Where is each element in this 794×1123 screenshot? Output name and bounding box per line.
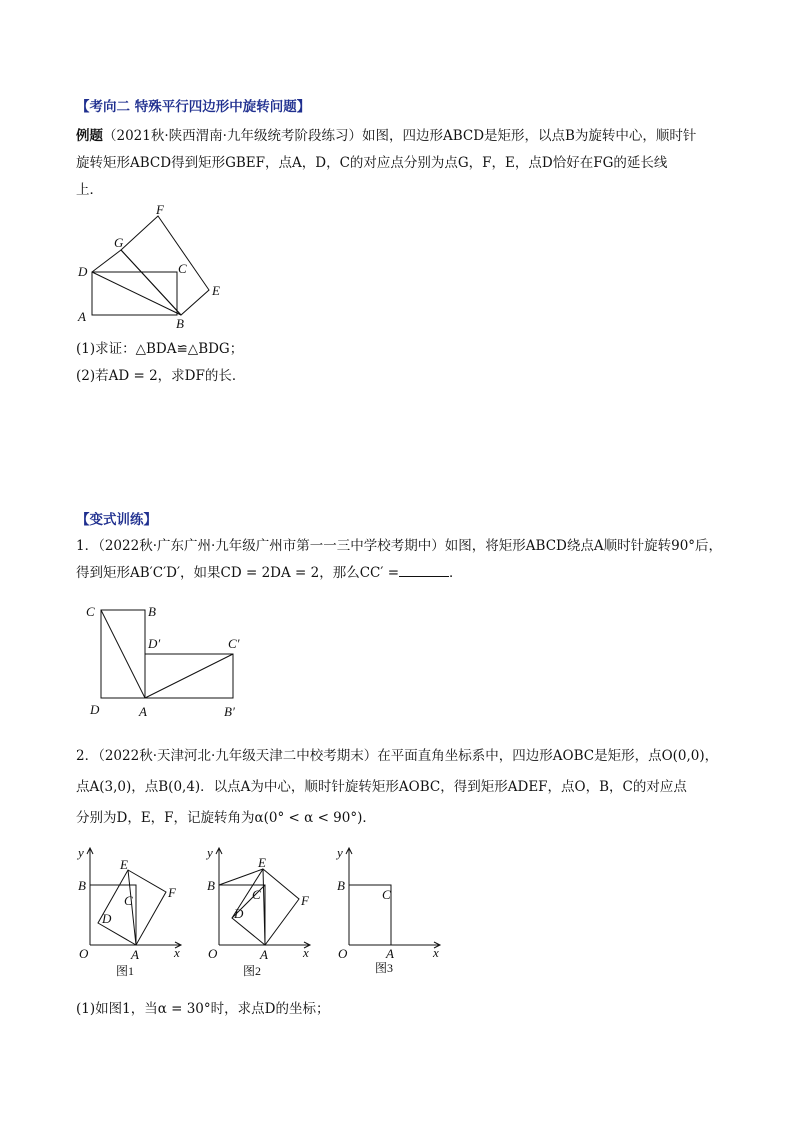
problem-2-question-1: (1)如图1，当α = 30°时，求点D的坐标；	[76, 1001, 330, 1017]
section-heading-practice: 【变式训练】	[76, 512, 157, 528]
label-x: x	[433, 945, 439, 960]
label-E: E	[120, 857, 128, 872]
caption-fig-2: 图2	[243, 964, 262, 978]
label-A: A	[131, 947, 139, 962]
label-O: O	[208, 946, 218, 961]
label-D: D	[90, 702, 100, 717]
line-ac1	[145, 654, 233, 698]
label-B: B	[176, 316, 184, 331]
label-y: y	[207, 845, 213, 860]
problem-2-line-3: 分别为D，E，F，记旋转角为α(0° < α < 90°)．	[76, 810, 376, 826]
line-dg	[92, 250, 121, 272]
problem-2-figure-1	[76, 845, 196, 980]
problem-1-end: ．	[449, 565, 463, 581]
section-heading-rotation: 【考向二 特殊平行四边形中旋转问题】	[76, 99, 311, 115]
line-db	[92, 272, 181, 315]
caption-fig-3: 图3	[375, 961, 394, 975]
label-F: F	[156, 202, 164, 217]
label-D: D	[102, 911, 112, 926]
label-E: E	[258, 855, 266, 870]
problem-2-figure-3	[335, 845, 455, 980]
question-2: (2)若AD = 2，求DF的长．	[76, 368, 246, 384]
label-C-prime: C′	[228, 636, 240, 651]
label-C: C	[124, 893, 133, 908]
example-label: 例题	[76, 128, 103, 144]
label-C: C	[86, 604, 95, 619]
label-A: A	[260, 947, 268, 962]
label-A: A	[386, 946, 394, 961]
example-text-1: （2021秋·陕西渭南·九年级统考阶段练习）如图，四边形ABCD是矩形，以点B为旋转中心，顺时针	[103, 128, 697, 144]
label-B-prime: B′	[224, 704, 235, 719]
line-be	[219, 869, 263, 885]
answer-blank[interactable]	[399, 562, 449, 577]
problem-1-line-1: 1．（2022秋·广东广州·九年级广州市第一一三中学校考期中）如图，将矩形ABCD绕点A顺时针旋转90°后，	[76, 538, 723, 554]
label-A: A	[78, 309, 86, 324]
example-figure	[76, 202, 236, 332]
line-ca	[101, 610, 145, 698]
problem-2-figure-2	[205, 845, 325, 980]
example-line-2: 旋转矩形ABCD得到矩形GBEF，点A，D，C的对应点分别为点G，F，E，点D恰好在FG的延长线	[76, 155, 668, 171]
line-gb	[121, 250, 181, 315]
label-B: B	[78, 878, 86, 893]
label-D-prime: D′	[148, 636, 161, 651]
label-F: F	[168, 885, 176, 900]
label-C: C	[178, 261, 187, 276]
problem-2-line-2: 点A(3,0)，点B(0,4)．以点A为中心，顺时针旋转矩形AOBC，得到矩形ADEF，点O，B，C的对应点	[76, 779, 687, 795]
label-B: B	[148, 604, 156, 619]
label-D: D	[234, 906, 244, 921]
label-C: C	[382, 887, 391, 902]
problem-1-text: 得到矩形AB′C′D′，如果CD = 2DA = 2，那么CC′ =	[76, 565, 400, 581]
label-B: B	[337, 878, 345, 893]
label-G: G	[114, 235, 124, 250]
label-y: y	[78, 845, 84, 860]
label-C: C	[252, 887, 261, 902]
label-B: B	[207, 878, 215, 893]
problem-1-figure	[84, 602, 274, 722]
caption-fig-1: 图1	[116, 964, 135, 978]
example-line-3: 上．	[76, 182, 103, 198]
label-A: A	[139, 704, 147, 719]
label-x: x	[174, 945, 180, 960]
label-E: E	[212, 283, 220, 298]
rect-gbef	[121, 216, 209, 315]
example-line-1	[76, 125, 696, 147]
problem-1-line-2	[76, 562, 463, 584]
label-D: D	[78, 264, 88, 279]
label-x: x	[303, 945, 309, 960]
problem-2-line-1: 2．（2022秋·天津河北·九年级天津二中校考期末）在平面直角坐标系中，四边形AOBC是矩形，点O(0,0)，	[76, 748, 719, 764]
label-y: y	[337, 845, 343, 860]
question-1: (1)求证：△BDA≌△BDG；	[76, 341, 244, 357]
label-F: F	[301, 893, 309, 908]
label-O: O	[338, 946, 348, 961]
label-O: O	[79, 946, 89, 961]
